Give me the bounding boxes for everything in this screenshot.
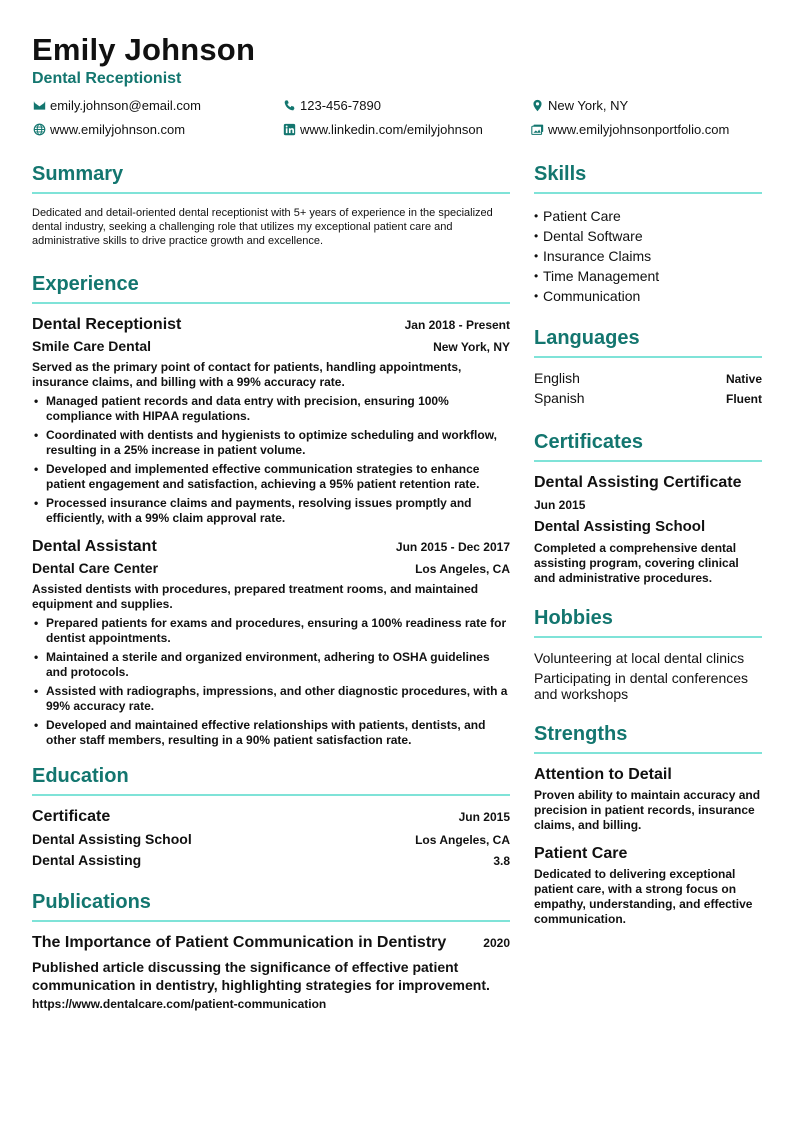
language-item [534, 390, 762, 410]
right-column [534, 160, 762, 939]
job-entry [32, 538, 510, 748]
strengths-heading: Strengths [534, 720, 762, 754]
strength-title: Attention to Detail [534, 766, 672, 783]
job-bullet: • Processed insurance claims and payments, resolving issues promptly and efficiently, with a 99% claim approval rate. [32, 496, 510, 526]
job-title: Dental Assistant [32, 538, 157, 555]
education-date: Jun 2015 [458, 810, 510, 824]
job-company: Smile Care Dental [32, 338, 152, 354]
contact-phone-text: 123-456-7890 [300, 98, 381, 113]
job-bullet: • Developed and maintained effective relationships with patients, dentists, and other staff members, resulting in a 90% patient satisfaction rate. [32, 718, 510, 748]
certificate-org: Dental Assisting School [534, 518, 706, 535]
education-heading: Education [32, 762, 510, 796]
contact-linkedin[interactable] [282, 122, 483, 137]
certificates-section [534, 428, 762, 586]
certificate-date: Jun 2015 [534, 498, 586, 512]
job-entry [32, 316, 510, 526]
job-date: Jan 2018 - Present [404, 318, 510, 332]
publication-year: 2020 [483, 936, 510, 950]
candidate-name: Emily Johnson [32, 32, 256, 67]
education-section [32, 762, 510, 868]
globe-icon [32, 123, 46, 137]
publications-section [32, 888, 510, 1011]
language-name: Spanish [534, 390, 585, 406]
job-bullet: • Assisted with radiographs, impressions, and other diagnostic procedures, with a 99% accuracy rate. [32, 684, 510, 714]
job-date: Jun 2015 - Dec 2017 [395, 540, 510, 554]
skills-list [534, 206, 762, 306]
experience-section [32, 270, 510, 748]
contact-website[interactable] [32, 122, 185, 137]
job-bullet: • Maintained a sterile and organized environment, adhering to OSHA guidelines and protocols. [32, 650, 510, 680]
job-description: Served as the primary point of contact for patients, handling appointments, insurance claims, and billing with a 99% accuracy rate. [32, 360, 462, 389]
contact-linkedin-text: www.linkedin.com/emilyjohnson [300, 122, 483, 137]
certificate-title: Dental Assisting Certificate [534, 474, 742, 491]
job-location: New York, NY [433, 340, 510, 354]
job-company: Dental Care Center [32, 560, 159, 576]
strength-title: Patient Care [534, 845, 628, 862]
education-field: Dental Assisting [32, 852, 142, 868]
contact-portfolio[interactable] [530, 122, 729, 137]
contact-portfolio-text: www.emilyjohnsonportfolio.com [548, 122, 730, 137]
language-name: English [534, 370, 580, 386]
skill-item: • Dental Software [534, 226, 762, 246]
contact-location [530, 98, 628, 113]
publication-description: Published article discussing the significance of effective patient communication in dentistry, highlighting strategies for improvement. [32, 959, 490, 993]
hobbies-heading: Hobbies [534, 604, 762, 638]
skill-item: • Time Management [534, 266, 762, 286]
contact-location-text: New York, NY [548, 98, 629, 113]
phone-icon [282, 99, 296, 113]
summary-heading: Summary [32, 160, 510, 194]
education-location: Los Angeles, CA [415, 833, 510, 847]
job-description: Assisted dentists with procedures, prepared treatment rooms, and maintained equipment and supplies. [32, 582, 479, 611]
job-bullet: • Prepared patients for exams and procedures, ensuring a 100% readiness rate for dentist appointments. [32, 616, 510, 646]
certificates-heading: Certificates [534, 428, 762, 462]
skill-item: • Patient Care [534, 206, 762, 226]
education-school: Dental Assisting School [32, 831, 192, 847]
strengths-section [534, 720, 762, 927]
skill-item: • Communication [534, 286, 762, 306]
job-title: Dental Receptionist [32, 316, 182, 333]
portfolio-icon [530, 123, 544, 137]
languages-section [534, 324, 762, 410]
contact-website-text: www.emilyjohnson.com [50, 122, 186, 137]
job-bullet: • Coordinated with dentists and hygienists to optimize scheduling and workflow, resulting in a 25% increase in patient volume. [32, 428, 510, 458]
envelope-icon [32, 99, 46, 113]
contact-email-text: emily.johnson@email.com [50, 98, 201, 113]
language-item [534, 370, 762, 390]
languages-heading: Languages [534, 324, 762, 358]
job-location: Los Angeles, CA [415, 562, 510, 576]
summary-section [32, 160, 510, 248]
hobby-item: Volunteering at local dental clinics [534, 650, 745, 666]
job-bullet: • Developed and implemented effective communication strategies to enhance patient engagement and satisfaction, achieving a 95% patient retention rate. [32, 462, 510, 492]
publication-title: The Importance of Patient Communication in Dentistry [32, 934, 447, 951]
job-bullets [32, 394, 510, 526]
certificate-description: Completed a comprehensive dental assisting program, covering clinical and administrative procedures. [534, 541, 739, 585]
experience-heading: Experience [32, 270, 510, 304]
candidate-role: Dental Receptionist [32, 70, 182, 87]
skill-item: • Insurance Claims [534, 246, 762, 266]
education-gpa: 3.8 [493, 854, 510, 868]
skills-heading: Skills [534, 160, 762, 194]
hobby-item: Participating in dental conferences and workshops [534, 670, 749, 702]
publications-heading: Publications [32, 888, 510, 922]
left-column [32, 160, 510, 1011]
language-level: Native [725, 372, 762, 386]
strength-description: Dedicated to delivering exceptional patient care, with a strong focus on empathy, understanding, and effective communication. [534, 867, 753, 926]
linkedin-icon [282, 123, 296, 137]
location-pin-icon [530, 99, 544, 113]
contact-phone[interactable] [282, 98, 381, 113]
skills-section [534, 160, 762, 306]
language-level: Fluent [726, 392, 762, 406]
hobbies-section [534, 604, 762, 702]
contact-email[interactable] [32, 98, 201, 113]
strength-description: Proven ability to maintain accuracy and precision in patient records, insurance claims, and billing. [534, 788, 761, 832]
job-bullets [32, 616, 510, 748]
job-bullet: • Managed patient records and data entry with precision, ensuring 100% compliance with HIPAA regulations. [32, 394, 510, 424]
education-degree: Certificate [32, 808, 111, 825]
summary-text: Dedicated and detail-oriented dental receptionist with 5+ years of experience in the specialized dental industry, seeking a challenging role that utilizes my exceptional patient care and administrative skills to drive practice growth and excellence. [32, 207, 493, 247]
publication-url[interactable]: https://www.dentalcare.com/patient-communication [32, 997, 327, 1011]
